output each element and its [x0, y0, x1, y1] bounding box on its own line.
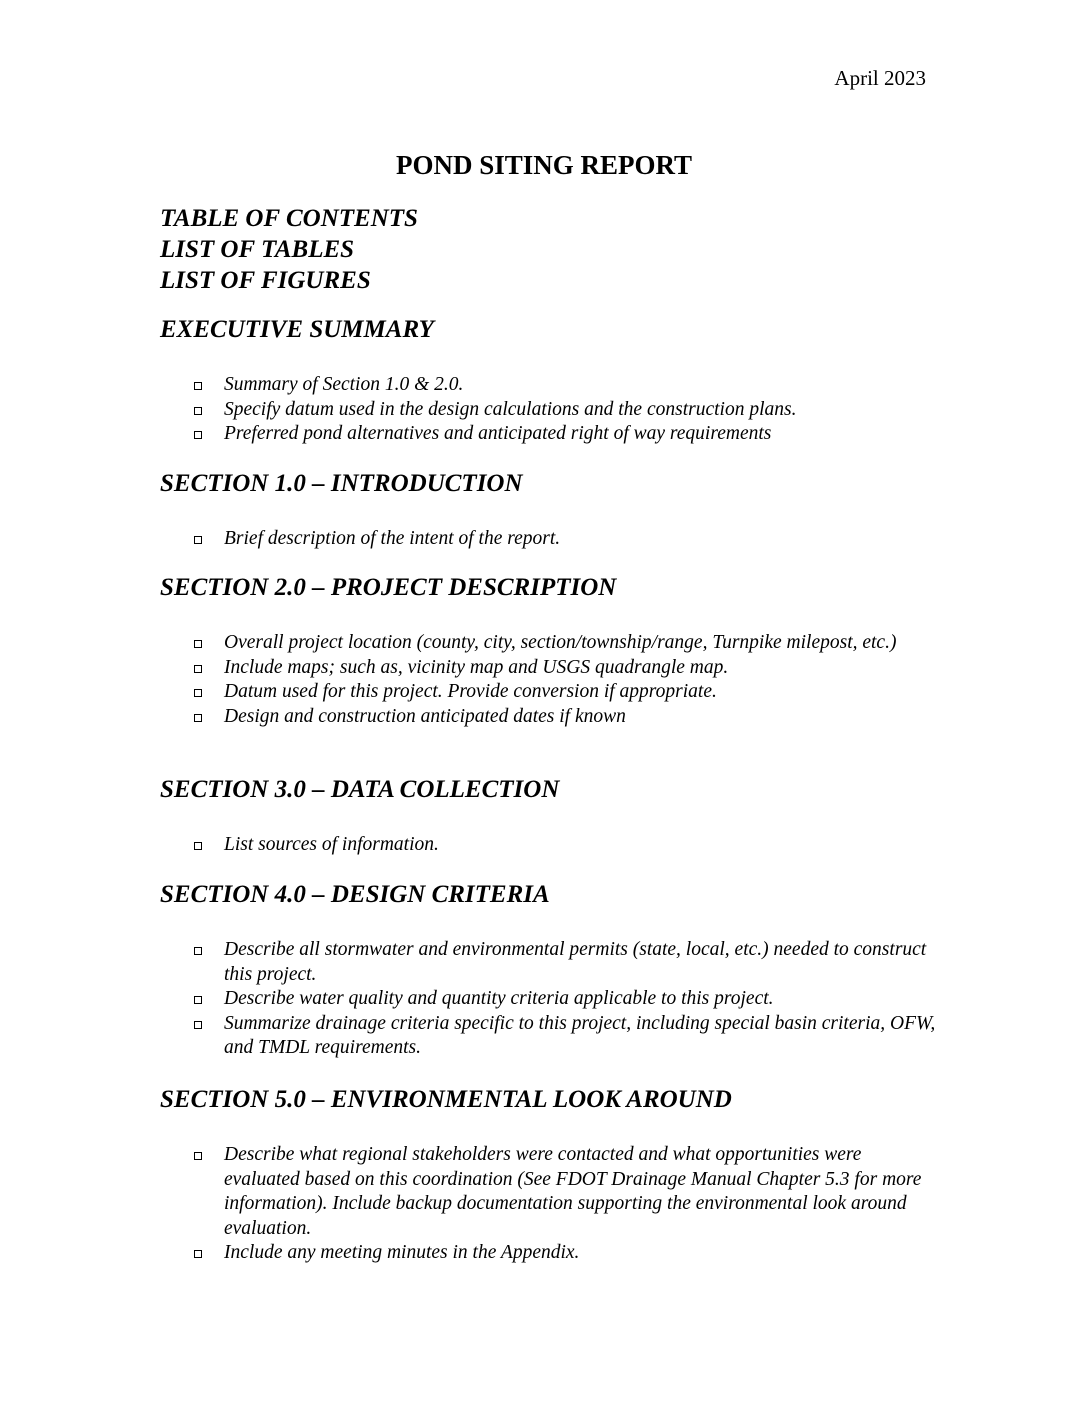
checkbox-icon	[194, 640, 202, 648]
item-text: Datum used for this project. Provide conversion if appropriate.	[224, 681, 717, 702]
item-text: Describe all stormwater and environmental permits (state, local, etc.) needed to construct this project.	[224, 939, 927, 985]
section-project-description	[160, 573, 940, 729]
front-matter-toc: TABLE OF CONTENTS	[160, 205, 418, 232]
section-heading: SECTION 2.0 – PROJECT DESCRIPTION	[160, 574, 617, 601]
item-text: Design and construction anticipated dates if known	[224, 705, 626, 727]
list-item	[160, 398, 940, 423]
item-text: Brief description of the intent of the report.	[224, 528, 561, 549]
list-item	[160, 1241, 940, 1266]
section-executive-summary	[160, 315, 940, 447]
list-item	[160, 422, 940, 447]
checkbox-icon	[194, 1250, 202, 1258]
section-design-criteria	[160, 880, 940, 1061]
checkbox-icon	[194, 665, 202, 673]
bullet-list	[160, 938, 940, 1061]
checkbox-icon	[194, 431, 202, 439]
item-text: Summarize drainage criteria specific to this project, including special basin criteria, OFW, and TMDL requirements.	[224, 1012, 936, 1058]
list-item	[160, 987, 940, 1012]
section-heading: SECTION 3.0 – DATA COLLECTION	[160, 776, 560, 803]
front-matter-figures: LIST OF FIGURES	[160, 267, 371, 294]
checkbox-icon	[194, 1021, 202, 1029]
item-text: Describe water quality and quantity criteria applicable to this project.	[224, 988, 774, 1009]
list-item	[160, 705, 940, 730]
checkbox-icon	[194, 1152, 202, 1160]
front-matter-tables: LIST OF TABLES	[160, 236, 355, 263]
list-item	[160, 631, 940, 656]
checkbox-icon	[194, 407, 202, 415]
list-item	[160, 833, 940, 858]
item-text: Include maps; such as, vicinity map and USGS quadrangle map.	[224, 656, 729, 678]
bullet-list	[160, 1143, 940, 1266]
bullet-list	[160, 631, 940, 729]
section-environmental-look-around	[160, 1085, 940, 1266]
item-text: List sources of information.	[224, 834, 439, 855]
list-item	[160, 373, 940, 398]
bullet-list	[160, 833, 940, 858]
item-text: Specify datum used in the design calculations and the construction plans.	[224, 398, 797, 420]
report-date: April 2023	[834, 66, 926, 90]
list-item	[160, 1143, 940, 1241]
section-heading: SECTION 5.0 – ENVIRONMENTAL LOOK AROUND	[160, 1086, 732, 1113]
checkbox-icon	[194, 714, 202, 722]
checkbox-icon	[194, 382, 202, 390]
list-item	[160, 656, 940, 681]
section-data-collection	[160, 775, 940, 858]
checkbox-icon	[194, 996, 202, 1004]
list-item	[160, 680, 940, 705]
item-text: Describe what regional stakeholders were contacted and what opportunities were evaluated based on this coordination (See FDOT Drainage Manual Chapter 5.3 for more information). Include backup documentation supporting the environmental look around evaluation.	[224, 1144, 922, 1239]
checkbox-icon	[194, 536, 202, 544]
bullet-list	[160, 373, 940, 447]
front-matter-list	[160, 203, 418, 296]
list-item	[160, 938, 940, 987]
page-title: POND SITING REPORT	[395, 150, 693, 180]
checkbox-icon	[194, 842, 202, 850]
bullet-list	[160, 527, 940, 552]
checkbox-icon	[194, 689, 202, 697]
item-text: Summary of Section 1.0 & 2.0.	[224, 374, 464, 395]
checkbox-icon	[194, 947, 202, 955]
section-heading: SECTION 4.0 – DESIGN CRITERIA	[160, 881, 550, 908]
section-heading: EXECUTIVE SUMMARY	[160, 316, 434, 343]
item-text: Preferred pond alternatives and anticipated right of way requirements	[224, 423, 772, 444]
item-text: Overall project location (county, city, section/township/range, Turnpike milepost, etc.)	[224, 632, 897, 653]
list-item	[160, 527, 940, 552]
list-item	[160, 1012, 940, 1061]
section-heading: SECTION 1.0 – INTRODUCTION	[160, 470, 523, 497]
section-introduction	[160, 469, 940, 552]
item-text: Include any meeting minutes in the Appendix.	[224, 1242, 580, 1263]
